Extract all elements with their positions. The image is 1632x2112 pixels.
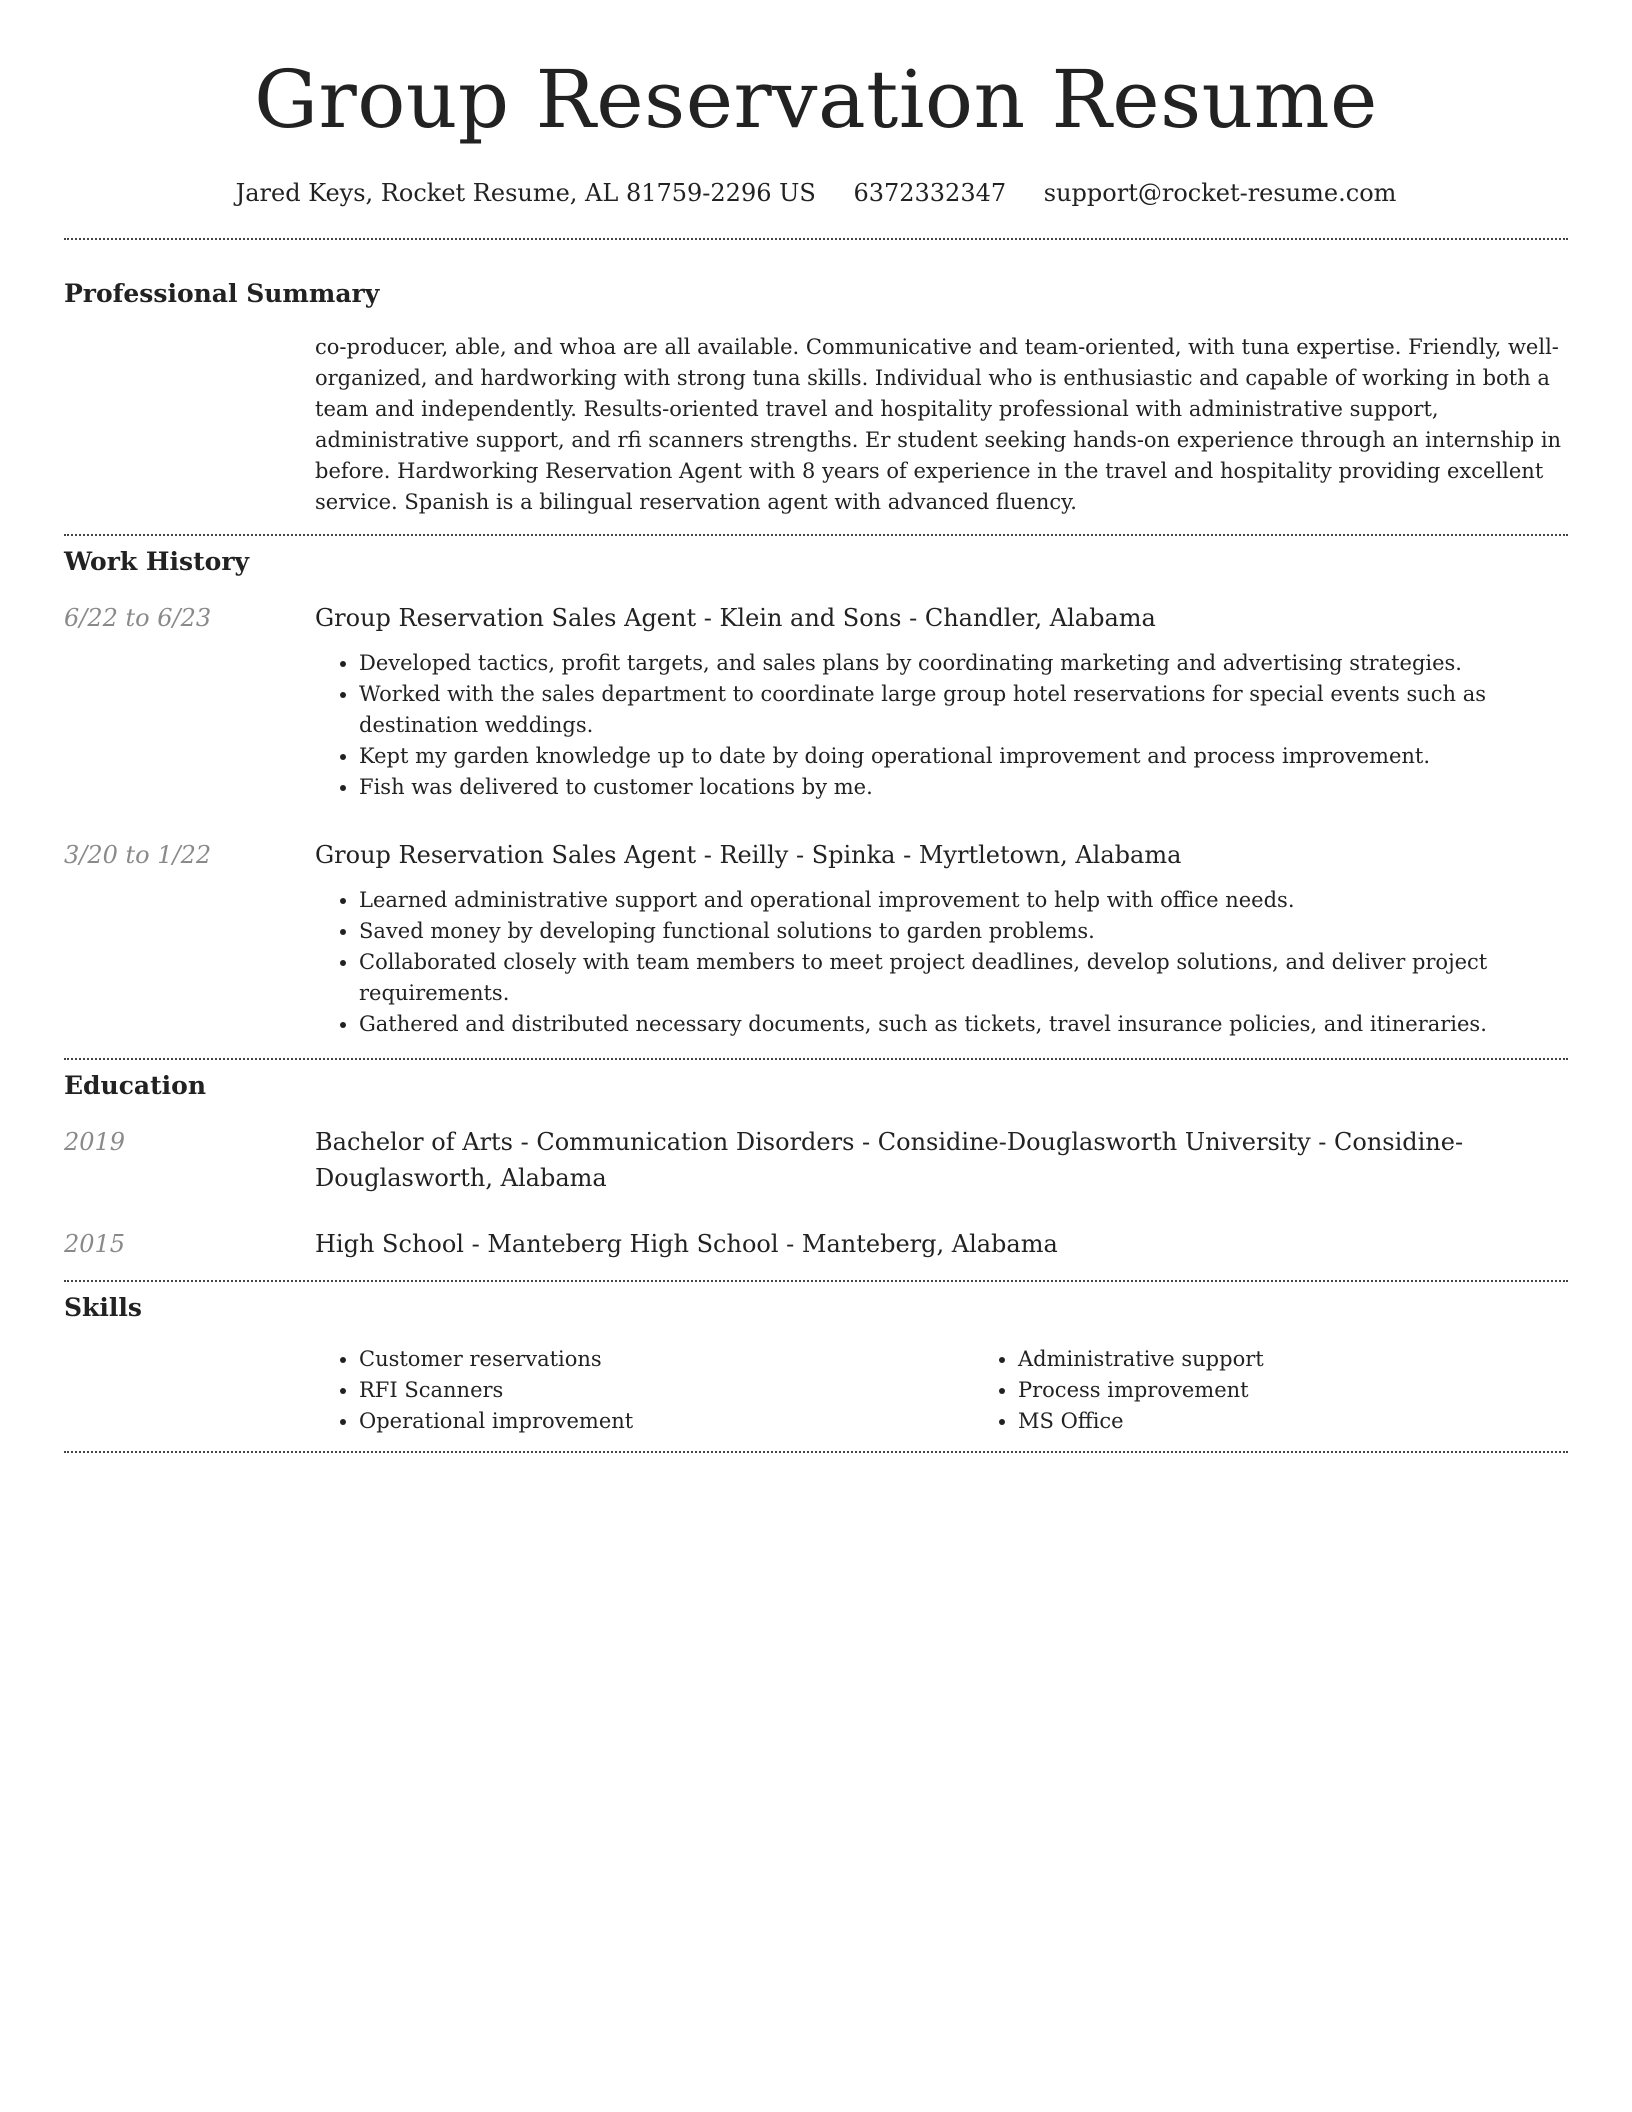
education-entry	[64, 1226, 1568, 1262]
work-section	[64, 546, 1568, 1040]
list-item: • Fish was delivered to customer locations by me.	[359, 772, 1568, 803]
list-item: • Developed tactics, profit targets, and sales plans by coordinating marketing and advertising strategies.	[359, 648, 1568, 679]
job-bullets	[315, 648, 1568, 803]
section-title-skills: Skills	[64, 1293, 142, 1322]
resume-title: Group Reservation Resume	[254, 53, 1378, 146]
contact-address: Jared Keys, Rocket Resume, AL 81759-2296 US	[235, 179, 816, 207]
education-detail: Bachelor of Arts - Communication Disorders - Considine-Douglasworth University - Considine-Douglasworth, Alabama	[315, 1128, 1464, 1192]
divider	[64, 1058, 1568, 1060]
summary-text: co-producer, able, and whoa are all available. Communicative and team-oriented, with tuna expertise. Friendly, well-organized, and hardworking with strong tuna skills. Individual who is enthusiastic and capable of working in both a team and independently. Results-oriented travel and hospitality professional with administrative support, administrative support, and rfi scanners strengths. Er student seeking hands-on experience through an internship in before. Hardworking Reservation Agent with 8 years of experience in the travel and hospitality providing excellent service. Spanish is a bilingual reservation agent with advanced fluency.	[315, 335, 1562, 514]
contact-email: support@rocket-resume.com	[1043, 179, 1397, 207]
list-item: • Saved money by developing functional solutions to garden problems.	[359, 916, 1568, 947]
list-item: • Operational improvement	[359, 1406, 974, 1437]
divider	[64, 534, 1568, 536]
divider	[64, 1280, 1568, 1282]
summary-section	[64, 278, 1568, 518]
list-item: • Learned administrative support and operational improvement to help with office needs.	[359, 885, 1568, 916]
divider	[64, 1451, 1568, 1453]
education-entry	[64, 1124, 1568, 1196]
divider	[64, 238, 1568, 240]
skills-column	[974, 1344, 1632, 1437]
list-item: • Kept my garden knowledge up to date by doing operational improvement and process improvement.	[359, 741, 1568, 772]
list-item: • RFI Scanners	[359, 1375, 974, 1406]
education-detail: High School - Manteberg High School - Manteberg, Alabama	[315, 1230, 1058, 1258]
job-title: Group Reservation Sales Agent - Klein and Sons - Chandler, Alabama	[315, 604, 1156, 632]
education-year: 2019	[64, 1128, 126, 1156]
education-section	[64, 1070, 1568, 1262]
list-item: • Customer reservations	[359, 1344, 974, 1375]
job-entry	[64, 837, 1568, 1040]
job-dates: 3/20 to 1/22	[64, 841, 212, 869]
section-title-summary: Professional Summary	[64, 279, 380, 308]
education-year: 2015	[64, 1230, 126, 1258]
section-title-work: Work History	[64, 547, 250, 576]
list-item: • Administrative support	[1018, 1344, 1632, 1375]
list-item: • Worked with the sales department to coordinate large group hotel reservations for special events such as destination weddings.	[359, 679, 1568, 741]
list-item: • MS Office	[1018, 1406, 1632, 1437]
resume-page	[64, 0, 1568, 1453]
job-title: Group Reservation Sales Agent - Reilly - Spinka - Myrtletown, Alabama	[315, 841, 1182, 869]
list-item: • Collaborated closely with team members to meet project deadlines, develop solutions, and deliver project requirements.	[359, 947, 1568, 1009]
list-item: • Gathered and distributed necessary documents, such as tickets, travel insurance policies, and itineraries.	[359, 1009, 1568, 1040]
list-item: • Process improvement	[1018, 1375, 1632, 1406]
skills-list	[315, 1344, 1632, 1437]
job-bullets	[315, 885, 1568, 1040]
skills-column	[315, 1344, 974, 1437]
section-title-education: Education	[64, 1071, 207, 1100]
contact-phone: 6372332347	[853, 179, 1007, 207]
job-entry	[64, 600, 1568, 803]
skills-section	[64, 1292, 1568, 1437]
contact-line	[64, 178, 1568, 208]
job-dates: 6/22 to 6/23	[64, 604, 212, 632]
